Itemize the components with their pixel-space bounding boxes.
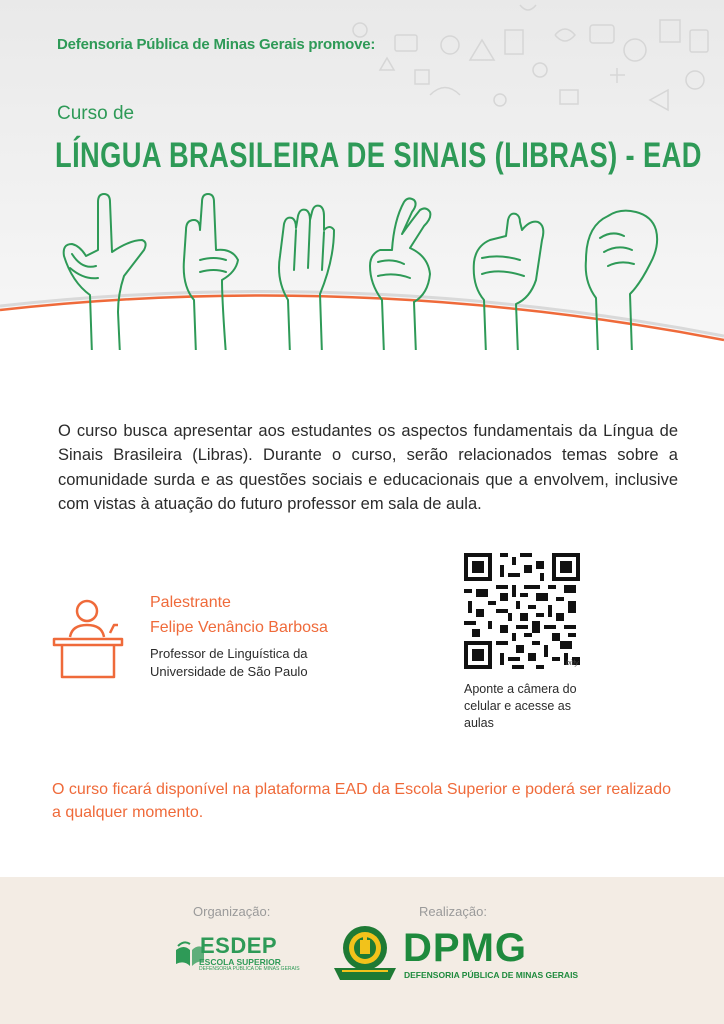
hand-sign-icon xyxy=(64,194,146,350)
qr-caption-line: Aponte a câmera do xyxy=(464,682,577,696)
esdep-logo-subtitle: ESCOLA SUPERIOR xyxy=(199,957,281,967)
speaker-description-line: Universidade de São Paulo xyxy=(150,664,308,679)
qr-caption xyxy=(464,681,604,732)
speaker-role: Palestrante xyxy=(150,594,231,611)
course-kicker: Curso de xyxy=(57,103,135,124)
hand-sign-icon xyxy=(370,198,430,350)
realization-label: Realização: xyxy=(419,904,487,919)
header-banner xyxy=(0,0,724,350)
dpmg-seal xyxy=(332,922,398,984)
availability-note: O curso ficará disponível na plataforma EAD da Escola Superior e poderá ser realizado a qualquer momento. xyxy=(52,781,671,821)
qr-brand-mark: bitly xyxy=(566,660,579,667)
speaker-description xyxy=(150,645,308,681)
speaker-name: Felipe Venâncio Barbosa xyxy=(150,619,328,636)
course-title: LÍNGUA BRASILEIRA DE SINAIS (LIBRAS) - EAD xyxy=(55,136,702,175)
promoter-text: Defensoria Pública de Minas Gerais promove: xyxy=(57,36,376,53)
sign-hands-illustration xyxy=(0,190,724,350)
organization-label: Organização: xyxy=(193,904,271,919)
qr-caption-line: celular e acesse as aulas xyxy=(464,699,572,730)
hand-sign-icon xyxy=(279,206,334,350)
qr-code[interactable] xyxy=(464,553,580,669)
dpmg-logo-name: DPMG xyxy=(403,926,527,970)
speaker-description-line: Professor de Linguística da xyxy=(150,646,308,661)
hand-sign-icon xyxy=(474,214,544,350)
hand-sign-icon xyxy=(184,194,238,350)
esdep-logo-name: ESDEP xyxy=(200,933,278,958)
esdep-logo-subtitle-small: DEFENSORIA PÚBLICA DE MINAS GERAIS xyxy=(199,966,300,972)
dpmg-logo-subtitle: DEFENSORIA PÚBLICA DE MINAS GERAIS xyxy=(404,970,579,980)
course-description: O curso busca apresentar aos estudantes os aspectos fundamentais da Língua de Sinais Brasileira (Libras). Durante o curso, serão relacionados temas sobre a comunidade surda e as questões sociais e educacionais que a envolvem, inclusive com vistas à atuação do futuro professor em sala de aula. xyxy=(58,421,678,513)
hand-sign-icon xyxy=(586,211,657,350)
lectern-speaker-icon xyxy=(50,595,128,679)
